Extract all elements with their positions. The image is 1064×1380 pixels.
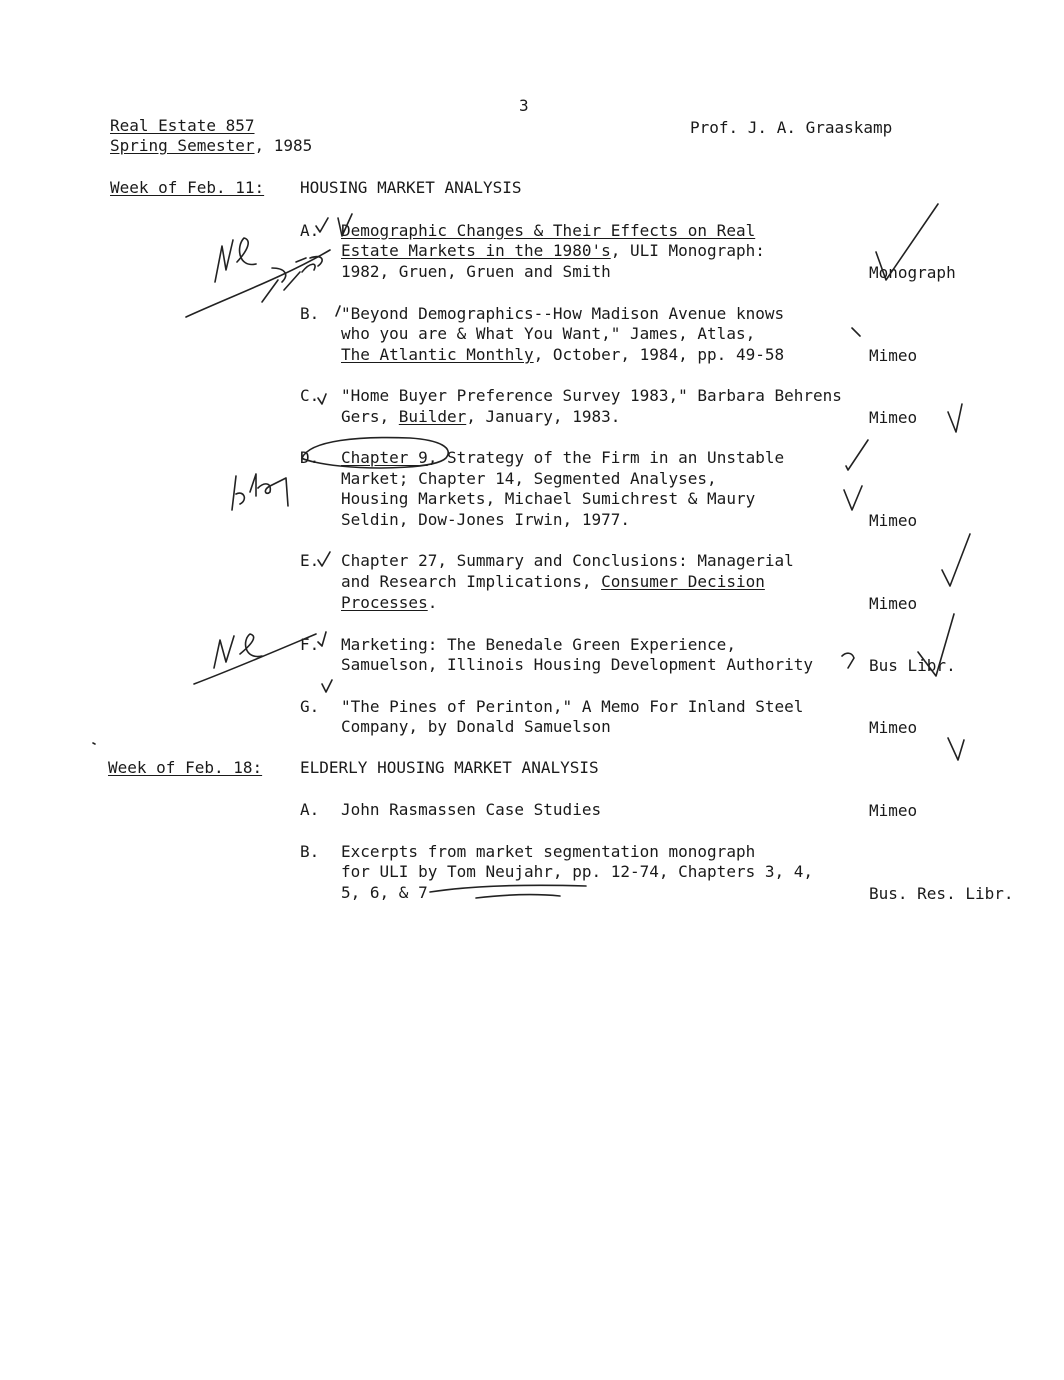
item-line — [341, 345, 784, 365]
week-label: Week of Feb. 11: — [110, 178, 265, 197]
check-mark-icon — [852, 328, 860, 336]
check-mark-icon — [322, 680, 332, 692]
item-line: "The Pines of Perinton," A Memo For Inland Steel — [341, 697, 804, 716]
strike-mark — [842, 653, 854, 668]
item-line: Housing Markets, Michael Sumichrest & Maury — [341, 489, 756, 508]
check-mark-icon — [942, 534, 970, 586]
item-text: and Research Implications, — [341, 572, 602, 591]
check-mark-icon — [948, 738, 964, 760]
item-line: John Rasmassen Case Studies — [341, 800, 602, 819]
item-location: Mimeo — [869, 408, 918, 427]
item-letter: B. — [300, 304, 320, 323]
term-prefix: Spring Semester — [110, 136, 255, 155]
item-letter: A. — [300, 800, 320, 819]
item-letter: G. — [300, 697, 320, 716]
item-line: Company, by Donald Samuelson — [341, 717, 611, 736]
item-location: Monograph — [869, 263, 956, 282]
item-line: for ULI by Tom Neujahr, pp. 12-74, Chapters 3, 4, — [341, 862, 814, 881]
item-location: Mimeo — [869, 511, 918, 530]
page-number: 3 — [519, 96, 529, 115]
item-line: Seldin, Dow-Jones Irwin, 1977. — [341, 510, 630, 529]
item-text: . — [427, 593, 438, 612]
handwritten-price-a — [262, 257, 322, 302]
item-line: "Beyond Demographics--How Madison Avenue knows — [341, 304, 785, 323]
item-title: Processes — [341, 593, 428, 612]
item-line: Market; Chapter 14, Segmented Analyses, — [341, 469, 717, 488]
item-title: Chapter 9 — [341, 448, 428, 467]
week-topic: HOUSING MARKET ANALYSIS — [300, 178, 522, 197]
item-line — [341, 241, 765, 261]
item-letter: D. — [300, 448, 320, 467]
check-mark-icon — [318, 552, 330, 566]
item-location: Mimeo — [869, 718, 918, 737]
item-line — [341, 593, 437, 613]
item-line: "Home Buyer Preference Survey 1983," Barbara Behrens — [341, 386, 842, 405]
item-location: Mimeo — [869, 801, 918, 820]
item-letter: F. — [300, 635, 320, 654]
handwritten-initials-a — [215, 238, 256, 282]
scribble-line — [430, 885, 586, 898]
item-line — [341, 448, 784, 468]
check-mark-icon — [336, 306, 340, 316]
item-line — [341, 572, 765, 592]
item-line: Demographic Changes & Their Effects on Real — [341, 221, 756, 240]
course-title: Real Estate 857 — [110, 116, 255, 135]
item-line: Excerpts from market segmentation monograph — [341, 842, 756, 861]
item-title: Consumer Decision — [601, 572, 765, 591]
item-letter: A. — [300, 221, 320, 240]
item-location: Bus. Res. Libr. — [869, 884, 1014, 903]
item-line: Chapter 27, Summary and Conclusions: Managerial — [341, 551, 794, 570]
item-location: Mimeo — [869, 346, 918, 365]
check-mark-icon — [844, 486, 862, 510]
handwritten-initials-f — [214, 634, 262, 668]
item-title: The Atlantic Monthly — [341, 345, 534, 364]
check-mark-icon — [846, 440, 868, 470]
handwritten-library-d — [232, 474, 288, 510]
item-letter: C. — [300, 386, 320, 405]
item-letter: E. — [300, 551, 320, 570]
check-mark-icon — [948, 404, 962, 432]
item-line: 5, 6, & 7 — [341, 883, 428, 902]
item-text: , ULI Monograph: — [610, 241, 765, 260]
item-text: , January, 1983. — [466, 407, 621, 426]
handwritten-slash-f — [194, 634, 316, 684]
item-location: Bus Libr. — [869, 656, 956, 675]
stray-dot — [93, 743, 95, 744]
item-text: Gers, — [341, 407, 399, 426]
item-text: , Strategy of the Firm in an Unstable — [427, 448, 785, 467]
item-line: 1982, Gruen, Gruen and Smith — [341, 262, 611, 281]
week-topic: ELDERLY HOUSING MARKET ANALYSIS — [300, 758, 599, 777]
item-line: Marketing: The Benedale Green Experience, — [341, 635, 736, 654]
item-line: who you are & What You Want," James, Atlas, — [341, 324, 756, 343]
item-location: Mimeo — [869, 594, 918, 613]
item-line — [341, 407, 620, 427]
item-line: Samuelson, Illinois Housing Development Authority — [341, 655, 814, 674]
term-year: , 1985 — [254, 136, 313, 155]
term — [110, 136, 312, 156]
item-title: Builder — [398, 407, 467, 426]
item-letter: B. — [300, 842, 320, 861]
week-label: Week of Feb. 18: — [108, 758, 263, 777]
item-text: , October, 1984, pp. 49-58 — [533, 345, 785, 364]
item-title: Estate Markets in the 1980's — [341, 241, 611, 260]
professor-name: Prof. J. A. Graaskamp — [690, 118, 893, 137]
